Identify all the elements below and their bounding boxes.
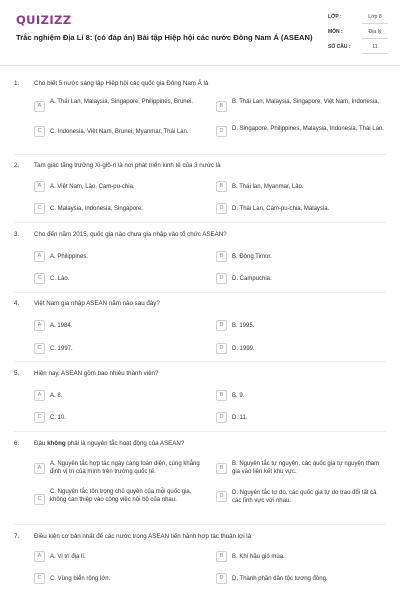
- option-letter-box: B: [216, 551, 227, 562]
- question-divider: [14, 154, 386, 155]
- meta-label: SỐ CÂU :: [328, 44, 351, 50]
- option-letter-box: C: [34, 573, 45, 584]
- option-text: C. 1997.: [50, 346, 73, 352]
- option-text: D. Thành phần dân tộc tương đồng.: [232, 576, 328, 582]
- option-text: B. 1995.: [232, 323, 255, 329]
- question-divider: [14, 361, 386, 362]
- option-letter-box: D: [216, 203, 227, 214]
- option-letter-box: C: [34, 273, 45, 284]
- option-letter-box: D: [216, 412, 227, 423]
- option-text: A. Vị trí địa lí.: [50, 554, 86, 560]
- question-number: 5.: [14, 370, 20, 377]
- question-text-part: phải là nguyên tắc hoạt động của ASEAN?: [65, 440, 185, 447]
- question-number: 3.: [14, 231, 20, 238]
- question-divider: [14, 292, 386, 293]
- question-text: [34, 440, 374, 447]
- option-text: D. Singapore, Philippines, Malaysia, Indonesia, Thái Lan.: [232, 126, 384, 132]
- option-text: C. Lào.: [50, 276, 70, 282]
- option-letter-box: B: [216, 101, 227, 112]
- option-text: C. Indonesia, Việt Nam, Brunei, Myanmar, Thái Lan.: [50, 129, 189, 135]
- option-text: A. 8.: [50, 393, 63, 399]
- option-letter-box: A: [34, 463, 45, 474]
- meta-panel: [328, 12, 388, 57]
- question-text-part: Đâu: [34, 440, 48, 447]
- option-text: A. Thái Lan, Malaysia, Singapore, Philippines, Brunei.: [50, 99, 193, 105]
- option-letter-box: D: [216, 126, 227, 137]
- option-text: D. 1999.: [232, 346, 255, 352]
- page-header: [0, 0, 400, 66]
- option-letter-box: B: [216, 181, 227, 192]
- meta-row-subject: [328, 27, 388, 42]
- question-divider: [14, 431, 386, 432]
- option-letter-box: A: [34, 551, 45, 562]
- question-text: Việt Nam gia nhập ASEAN năm nào sau đây?: [34, 300, 160, 307]
- option-letter-box: C: [34, 126, 45, 137]
- option-text: C. Vùng biển rộng lớn.: [50, 576, 111, 582]
- option-letter-box: B: [216, 251, 227, 262]
- option-text: A. Việt Nam, Lào, Cam-pu-chia.: [50, 184, 135, 190]
- option-text: B. 9.: [232, 393, 245, 399]
- option-letter-box: B: [216, 320, 227, 331]
- question-text-emphasis: không: [47, 440, 66, 447]
- meta-label: LỚP :: [328, 14, 342, 20]
- option-letter-box: B: [216, 463, 227, 474]
- option-letter-box: A: [34, 251, 45, 262]
- meta-label: MÔN :: [328, 29, 343, 35]
- question-divider: [14, 524, 386, 525]
- option-text: B. Thái Lan, Malaysia, Singapore, Việt Nam, Indonesia.: [232, 99, 380, 105]
- question-number: 6.: [14, 440, 20, 447]
- option-text: C. Malaysia, Indonesia, Singapore.: [50, 206, 144, 212]
- option-letter-box: A: [34, 101, 45, 112]
- option-letter-box: C: [34, 343, 45, 354]
- option-text: D. 11.: [232, 415, 248, 421]
- option-letter-box: C: [34, 412, 45, 423]
- option-letter-box: A: [34, 390, 45, 401]
- option-text: A. Nguyên tắc hợp tác ngày càng toàn diện, cùng khẳng định vị trí của mình trên trường quốc tế.: [50, 461, 200, 475]
- option-text: B. Thái lan, Myanmar, Lào.: [232, 184, 304, 190]
- option-letter-box: D: [216, 491, 227, 502]
- option-letter-box: D: [216, 343, 227, 354]
- option-text: C. 10.: [50, 415, 67, 421]
- option-text: C. Nguyên tắc tôn trọng chủ quyền của mỗi quốc gia, không can thiệp vào công việc nội bộ của nhau.: [50, 489, 192, 503]
- question-divider: [14, 222, 386, 223]
- question-number: 7.: [14, 533, 20, 540]
- option-text: B. Khí hậu gió mùa.: [232, 554, 285, 560]
- option-text: D. Nguyên tắc tự do, các quốc gia tự do trao đổi tất cả các lĩnh vực với nhau.: [232, 490, 377, 504]
- option-letter-box: A: [34, 320, 45, 331]
- option-text: A. 1984.: [50, 323, 73, 329]
- option-text: B. Nguyên tắc tự nguyện, các quốc gia tự nguyện tham gia vào liên kết khu vực.: [232, 461, 380, 475]
- meta-value: Lớp 8: [362, 14, 388, 24]
- option-text: D. Thái Lan, Cam-pu-chia, Malaysia.: [232, 206, 330, 212]
- meta-value: Địa lý: [362, 29, 388, 39]
- question-number: 2.: [14, 162, 20, 169]
- option-letter-box: B: [216, 390, 227, 401]
- option-letter-box: C: [34, 494, 45, 505]
- meta-row-count: [328, 42, 388, 57]
- question-text: Cho đến năm 2015, quốc gia nào chưa gia nhập vào tổ chức ASEAN?: [34, 231, 227, 238]
- option-letter-box: D: [216, 573, 227, 584]
- option-text: A. Philippines.: [50, 254, 89, 260]
- question-text: Cho biết 5 nước sáng lập Hiệp hội các quốc gia Đông Nam Á là: [34, 80, 209, 87]
- option-letter-box: C: [34, 203, 45, 214]
- question-number: 1.: [14, 80, 20, 87]
- question-number: 4.: [14, 300, 20, 307]
- question-text: Tam giác tăng trưởng Xi-giô-ri là nơi phát triển kinh tế của 3 nước là: [34, 162, 221, 169]
- option-text: B. Đông Timor.: [232, 254, 272, 260]
- document-title: Trắc nghiệm Địa Lí 8: (có đáp án) Bài tập Hiệp hội các nước Đông Nam Á (ASEAN): [16, 33, 313, 42]
- question-text: Điều kiện cơ bản nhất để các nước trong ASEAN tiến hành hợp tác thuận lợi là: [34, 533, 252, 540]
- meta-value: 11: [362, 44, 388, 54]
- quizizz-logo: QUIZIZZ: [16, 13, 72, 27]
- option-text: D. Campuchia.: [232, 276, 272, 282]
- option-letter-box: D: [216, 273, 227, 284]
- question-text: Hiện nay, ASEAN gồm bao nhiêu thành viên?: [34, 370, 159, 377]
- option-letter-box: A: [34, 181, 45, 192]
- meta-row-grade: [328, 12, 388, 27]
